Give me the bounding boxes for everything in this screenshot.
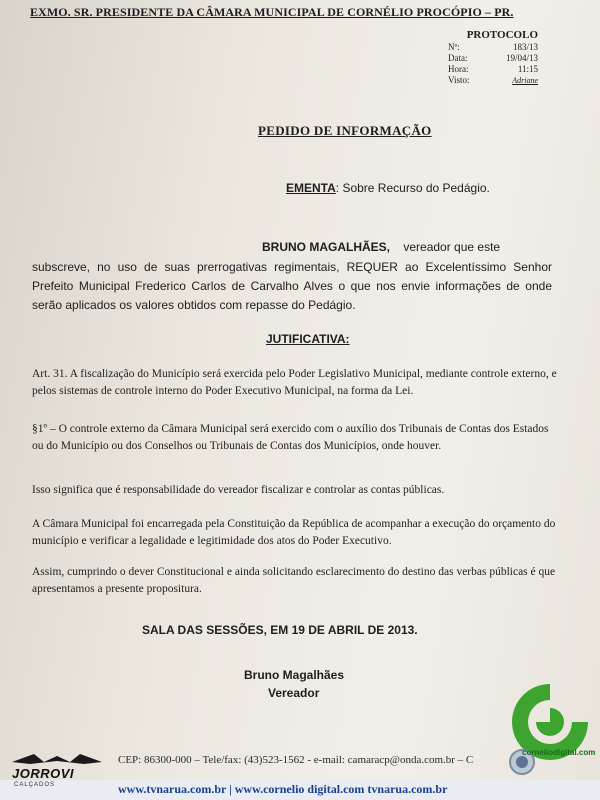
protocolo-data-label: Data: (448, 53, 468, 63)
author-name: BRUNO MAGALHÃES, (262, 240, 390, 254)
paragraph-art31: Art. 31. A fiscalização do Município será exercida pelo Poder Legislativo Municipal, mediante controle externo, e pelos sistemas de controle interno do Poder Executivo Municipal, na forma da Lei. (32, 368, 557, 397)
header-addressee: EXMO. SR. PRESIDENTE DA CÂMARA MUNICIPAL DE CORNÉLIO PROCÓPIO – PR. (30, 5, 514, 19)
protocolo-visto-signature: Adriane (512, 76, 538, 85)
protocolo-visto-label: Visto: (448, 75, 470, 85)
logo-left-subtext: CALÇADOS (14, 782, 56, 788)
protocolo-title: PROTOCOLO (466, 29, 538, 41)
signature-role: Vereador (268, 686, 320, 700)
cornelio-digital-logo-icon (500, 676, 600, 776)
paragraph-conclusion: Assim, cumprindo o dever Constitucional e ainda solicitando esclarecimento do destino das verbas públicas é que apresentamos a presente propositura. (32, 566, 556, 595)
signature-name: Bruno Magalhães (244, 668, 345, 682)
paragraph-responsibility: Isso significa que é responsabilidade do vereador fiscalizar e controlar as contas públicas. (32, 484, 445, 496)
paragraph-constituicao: A Câmara Municipal foi encarregada pela Constituição da República de acompanhar a execução do orçamento do município e verificar a legalidade e legitimidade dos atos do Poder Executivo. (32, 518, 556, 547)
logo-right-text: corneliodigital.com (522, 748, 596, 757)
protocolo-data: 19/04/13 (505, 53, 538, 63)
protocolo-row-data (448, 53, 538, 64)
intro-paragraph: subscreve, no uso de suas prerrogativas regimentais, REQUER ao Excelentíssimo Senhor Prefeito Municipal Frederico Carlos de Carvalho Alves o que nos envie informações de onde serão aplicados os valores obtidos com repasse do Pedágio. (32, 260, 552, 312)
paragraph-par1: §1º – O controle externo da Câmara Municipal será exercido com o auxílio dos Tribunais de Contas dos Estados ou do Município ou dos Conselhos ou Tribunais de Contas dos Municípios, onde houver. (32, 423, 549, 452)
protocolo-row-numero (448, 42, 538, 53)
justificativa-title: JUTIFICATIVA: (266, 332, 350, 346)
footer-address: CEP: 86300-000 – Tele/fax: (43)523-1562 - e-mail: camaracp@onda.com.br – C (118, 754, 474, 766)
document-title: PEDIDO DE INFORMAÇÃO (258, 123, 432, 138)
website-links[interactable]: www.tvnarua.com.br | www.cornelio digital.com tvnarua.com.br (118, 782, 448, 796)
protocolo-stamp (448, 30, 538, 86)
protocolo-row-hora (448, 64, 538, 75)
protocolo-numero: 183/13 (512, 42, 538, 52)
author-rest: vereador que este (403, 240, 501, 254)
logo-left-text: JORROVI (12, 766, 75, 781)
protocolo-numero-label: Nº: (448, 42, 460, 52)
ementa-text: : Sobre Recurso do Pedágio. (335, 181, 490, 195)
protocolo-hora: 11:15 (517, 64, 538, 74)
ementa (286, 181, 490, 195)
sala-das-sessoes: SALA DAS SESSÕES, EM 19 DE ABRIL DE 2013. (142, 623, 418, 637)
protocolo-hora-label: Hora: (448, 64, 469, 74)
ementa-label: EMENTA (286, 181, 336, 195)
protocolo-row-visto (448, 75, 538, 86)
intro-first-line (262, 240, 500, 254)
